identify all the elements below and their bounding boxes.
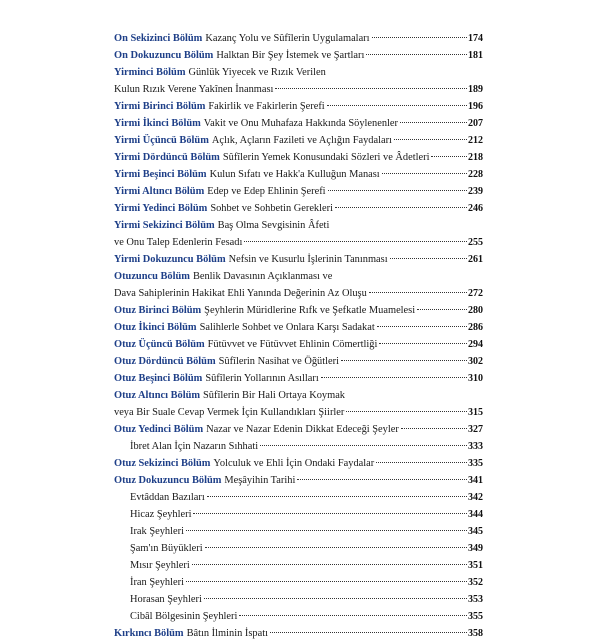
chapter-label: Yirmi Üçüncü Bölüm	[114, 135, 209, 146]
entry-title: Fakirlik ve Fakirlerin Şerefi	[208, 101, 325, 112]
dot-leader	[207, 496, 467, 497]
page-number: 196	[468, 101, 483, 112]
chapter-label: Otuz Beşinci Bölüm	[114, 373, 203, 384]
entry-title: Dava Sahiplerinin Hakikat Ehli Yanında Değerinin Az Oluşu	[114, 288, 367, 299]
toc-entry	[114, 234, 483, 251]
dot-leader	[366, 54, 467, 55]
chapter-label: Yirmi Altıncı Bölüm	[114, 186, 205, 197]
entry-title: Horasan Şeyhleri	[130, 594, 202, 605]
toc-entry	[114, 540, 483, 557]
dot-leader	[192, 564, 467, 565]
chapter-label: On Sekizinci Bölüm	[114, 33, 203, 44]
dot-leader	[275, 88, 467, 89]
dot-leader	[239, 615, 467, 616]
page-number: 358	[468, 628, 483, 639]
dot-leader	[394, 139, 467, 140]
toc-entry	[114, 251, 483, 268]
toc-entry	[114, 472, 483, 489]
toc-entry	[114, 438, 483, 455]
chapter-label: Yirmi Dördüncü Bölüm	[114, 152, 220, 163]
page-number: 310	[468, 373, 483, 384]
chapter-label: Otuz Birinci Bölüm	[114, 305, 202, 316]
dot-leader	[382, 173, 467, 174]
page-number: 239	[468, 186, 483, 197]
toc-entry	[114, 404, 483, 421]
page-number: 294	[468, 339, 483, 350]
entry-title: Vakit ve Onu Muhafaza Hakkında Söylenenler	[203, 118, 398, 129]
dot-leader	[376, 462, 467, 463]
entry-title: Edep ve Edep Ehlinin Şerefi	[207, 186, 326, 197]
page-number: 355	[468, 611, 483, 622]
dot-leader	[377, 326, 467, 327]
dot-leader	[369, 292, 467, 293]
page-number: 228	[468, 169, 483, 180]
dot-leader	[193, 513, 467, 514]
page-number: 344	[468, 509, 483, 520]
entry-title: Irak Şeyhleri	[130, 526, 184, 537]
entry-title: Mısır Şeyhleri	[130, 560, 190, 571]
chapter-label: Kırkıncı Bölüm	[114, 628, 184, 639]
page-number: 255	[468, 237, 483, 248]
dot-leader	[346, 411, 467, 412]
page-number: 333	[468, 441, 483, 452]
page-number: 286	[468, 322, 483, 333]
entry-title: Baş Olma Sevgisinin Âfeti	[217, 220, 330, 231]
toc-entry	[114, 166, 483, 183]
toc-entry	[114, 64, 483, 81]
entry-title: Açlık, Açların Fazileti ve Açlığın Faydaları	[211, 135, 392, 146]
entry-title: Halktan Bir Şey İstemek ve Şartları	[216, 50, 365, 61]
page-number: 342	[468, 492, 483, 503]
toc-entry	[114, 81, 483, 98]
entry-title: Cibâl Bölgesinin Şeyhleri	[130, 611, 238, 622]
chapter-label: On Dokuzuncu Bölüm	[114, 50, 214, 61]
page-number: 246	[468, 203, 483, 214]
page-number: 315	[468, 407, 483, 418]
entry-title: Sûfîlerin Yemek Konusundaki Sözleri ve Âdetleri	[222, 152, 430, 163]
toc-entry	[114, 455, 483, 472]
dot-leader	[321, 377, 467, 378]
dot-leader	[341, 360, 467, 361]
entry-title: Meşâyihin Tarihi	[224, 475, 296, 486]
dot-leader	[401, 428, 467, 429]
toc-entry	[114, 30, 483, 47]
chapter-label: Yirmi Yedinci Bölüm	[114, 203, 208, 214]
toc-entry	[114, 387, 483, 404]
chapter-label: Otuz Dördüncü Bölüm	[114, 356, 216, 367]
toc-entry	[114, 557, 483, 574]
chapter-label: Otuz Altıncı Bölüm	[114, 390, 201, 401]
dot-leader	[431, 156, 467, 157]
page-number: 174	[468, 33, 483, 44]
chapter-label: Otuz Sekizinci Bölüm	[114, 458, 211, 469]
toc-entry	[114, 302, 483, 319]
toc-entry	[114, 523, 483, 540]
dot-leader	[372, 37, 467, 38]
page-number: 272	[468, 288, 483, 299]
dot-leader	[417, 309, 467, 310]
toc-entry	[114, 574, 483, 591]
entry-title: Günlük Yiyecek ve Rızık Verilen	[188, 67, 326, 78]
page-number: 352	[468, 577, 483, 588]
toc-entry	[114, 132, 483, 149]
entry-title: İran Şeyhleri	[130, 577, 184, 588]
page-number: 351	[468, 560, 483, 571]
chapter-label: Yirmi Birinci Bölüm	[114, 101, 206, 112]
dot-leader	[328, 190, 467, 191]
page-number: 327	[468, 424, 483, 435]
entry-title: Evtâddan Bazıları	[130, 492, 205, 503]
chapter-label: Otuzuncu Bölüm	[114, 271, 190, 282]
page-number: 335	[468, 458, 483, 469]
entry-title: Sûfîlerin Bir Hali Ortaya Koymak	[203, 390, 346, 401]
dot-leader	[297, 479, 467, 480]
dot-leader	[335, 207, 467, 208]
toc-entry	[114, 183, 483, 200]
dot-leader	[204, 598, 467, 599]
toc-entry	[114, 200, 483, 217]
toc-entry	[114, 370, 483, 387]
entry-title: Kulun Rızık Verene Yakînen İnanması	[114, 84, 274, 95]
dot-leader	[186, 530, 467, 531]
dot-leader	[327, 105, 467, 106]
page-number: 353	[468, 594, 483, 605]
chapter-label: Yirmi Dokuzuncu Bölüm	[114, 254, 226, 265]
entry-title: Sûfîlerin Nasihat ve Öğütleri	[218, 356, 339, 367]
entry-title: İbret Alan İçin Nazarın Sıhhati	[130, 441, 259, 452]
toc-entry	[114, 336, 483, 353]
page-number: 207	[468, 118, 483, 129]
toc-entry	[114, 149, 483, 166]
page-number: 181	[468, 50, 483, 61]
chapter-label: Yirmi İkinci Bölüm	[114, 118, 201, 129]
toc-entry	[114, 285, 483, 302]
page-number: 345	[468, 526, 483, 537]
toc-entry	[114, 625, 483, 642]
chapter-label: Otuz Yedinci Bölüm	[114, 424, 204, 435]
entry-title: Nazar ve Nazar Edenin Dikkat Edeceği Şeyler	[206, 424, 399, 435]
dot-leader	[186, 581, 467, 582]
dot-leader	[270, 632, 467, 633]
chapter-label: Yirmi Sekizinci Bölüm	[114, 220, 215, 231]
entry-title: Şeyhlerin Müridlerine Rıfk ve Şefkatle Muamelesi	[204, 305, 416, 316]
entry-title: Nefsin ve Kusurlu İşlerinin Tanınması	[228, 254, 388, 265]
toc-entry	[114, 506, 483, 523]
entry-title: Sohbet ve Sohbetin Gerekleri	[210, 203, 333, 214]
dot-leader	[400, 122, 467, 123]
entry-title: veya Bir Suale Cevap Vermek İçin Kullandıkları Şiirler	[114, 407, 345, 418]
page-number: 261	[468, 254, 483, 265]
chapter-label: Otuz İkinci Bölüm	[114, 322, 197, 333]
entry-title: Kulun Sıfatı ve Hakk'a Kulluğun Manası	[209, 169, 380, 180]
dot-leader	[205, 547, 467, 548]
toc-entry	[114, 421, 483, 438]
chapter-label: Otuz Dokuzuncu Bölüm	[114, 475, 222, 486]
entry-title: Fütüvvet ve Fütüvvet Ehlinin Cömertliği	[207, 339, 378, 350]
dot-leader	[379, 343, 467, 344]
page-number: 302	[468, 356, 483, 367]
chapter-label: Otuz Üçüncü Bölüm	[114, 339, 205, 350]
table-of-contents	[114, 30, 483, 642]
entry-title: Şam'ın Büyükleri	[130, 543, 203, 554]
toc-entry	[114, 489, 483, 506]
page-number: 189	[468, 84, 483, 95]
toc-entry	[114, 268, 483, 285]
entry-title: Sûfîlerin Yollarının Asılları	[205, 373, 319, 384]
toc-entry	[114, 98, 483, 115]
page-number: 280	[468, 305, 483, 316]
dot-leader	[390, 258, 467, 259]
dot-leader	[260, 445, 467, 446]
page-number: 212	[468, 135, 483, 146]
entry-title: Kazanç Yolu ve Sûfîlerin Uygulamaları	[205, 33, 370, 44]
entry-title: Benlik Davasının Açıklanması ve	[192, 271, 333, 282]
entry-title: ve Onu Talep Edenlerin Fesadı	[114, 237, 243, 248]
chapter-label: Yirmi Beşinci Bölüm	[114, 169, 207, 180]
entry-title: Yolculuk ve Ehli İçin Ondaki Faydalar	[213, 458, 375, 469]
entry-title: Hicaz Şeyhleri	[130, 509, 192, 520]
toc-entry	[114, 353, 483, 370]
chapter-label: Yirminci Bölüm	[114, 67, 186, 78]
page-number: 349	[468, 543, 483, 554]
toc-entry	[114, 47, 483, 64]
page-number: 218	[468, 152, 483, 163]
toc-entry	[114, 319, 483, 336]
toc-entry	[114, 115, 483, 132]
toc-entry	[114, 217, 483, 234]
dot-leader	[244, 241, 467, 242]
entry-title: Salihlerle Sohbet ve Onlara Karşı Sadakat	[199, 322, 375, 333]
entry-title: Bâtın İlminin İspatı	[186, 628, 268, 639]
toc-entry	[114, 608, 483, 625]
page-number: 341	[468, 475, 483, 486]
